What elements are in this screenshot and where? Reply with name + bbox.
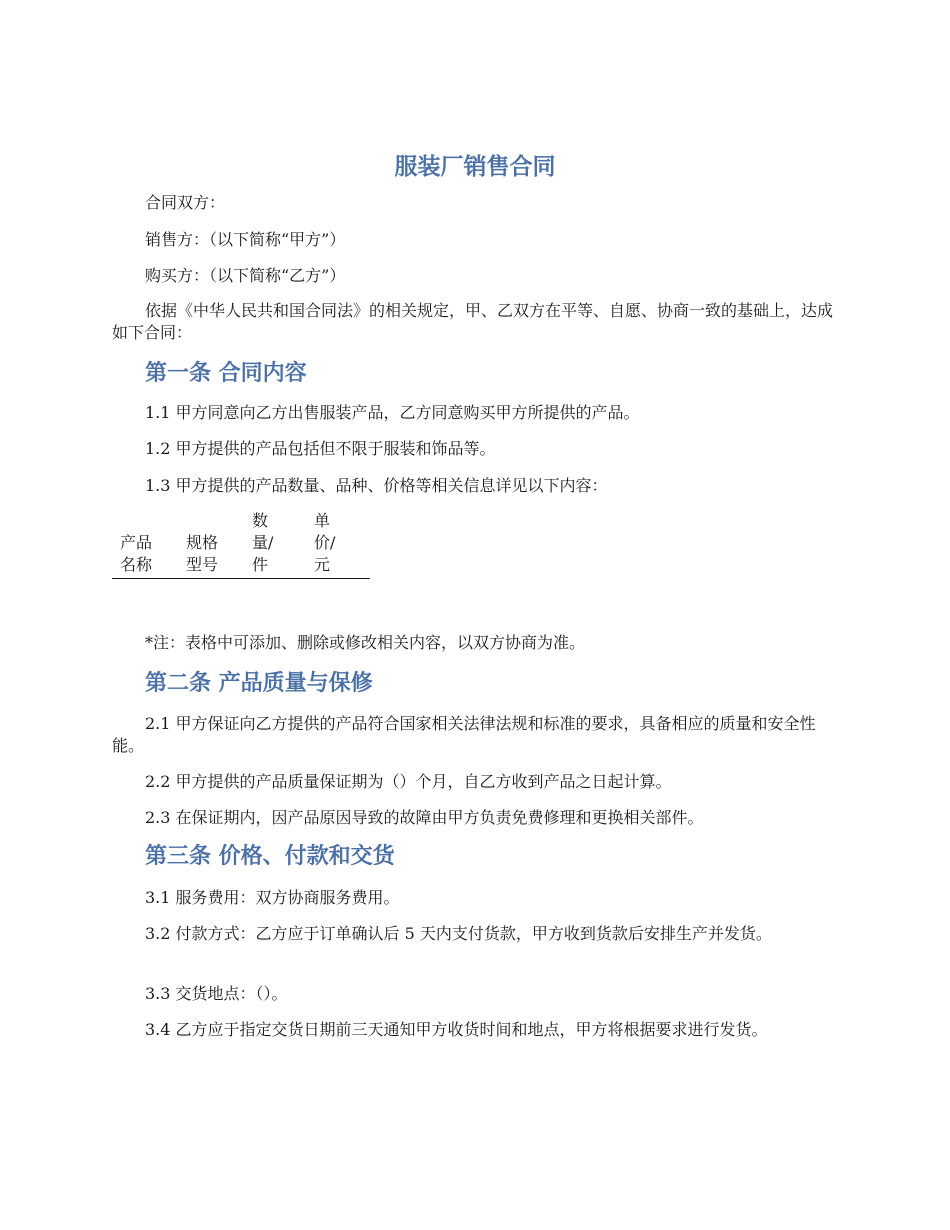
header-spec-model: 规格型号 (178, 510, 244, 579)
buyer-line: 购买方：（以下简称“乙方”） (145, 266, 346, 285)
article3-clause-3: 3.3 交货地点：（）。 (145, 984, 288, 1003)
product-table-header-row (112, 510, 370, 579)
article2-clause-3: 2.3 在保证期内，因产品原因导致的故障由甲方负责免费修理和更换相关部件。 (145, 808, 704, 827)
article2-clause-1: 2.1 甲方保证向乙方提供的产品符合国家相关法律法规和标准的要求，具备相应的质量和安全性能。 (112, 714, 816, 755)
article2-clause-2: 2.2 甲方提供的产品质量保证期为（）个月，自乙方收到产品之日起计算。 (145, 772, 672, 791)
article3-clause-2: 3.2 付款方式：乙方应于订单确认后 5 天内支付货款，甲方收到货款后安排生产并发货。 (145, 924, 772, 943)
article3-clause-4: 3.4 乙方应于指定交货日期前三天通知甲方收货时间和地点，甲方将根据要求进行发货。 (145, 1020, 768, 1039)
document-body (112, 0, 834, 1230)
article1-clause-3: 1.3 甲方提供的产品数量、品种、价格等相关信息详见以下内容： (145, 476, 608, 495)
basis-paragraph: 依据《中华人民共和国合同法》的相关规定，甲、乙双方在平等、自愿、协商一致的基础上，达成如下合同： (112, 301, 834, 342)
article1-clause-2: 1.2 甲方提供的产品包括但不限于服装和饰品等。 (145, 439, 496, 458)
header-product-name: 产品名称 (112, 510, 178, 579)
article2-heading: 第二条 产品质量与保修 (145, 671, 373, 696)
article3-heading: 第三条 价格、付款和交货 (145, 844, 395, 869)
header-quantity: 数量/件 (244, 510, 306, 579)
product-table (112, 510, 370, 579)
header-unit-price: 单价/元 (306, 510, 370, 579)
article1-heading: 第一条 合同内容 (145, 361, 307, 386)
article3-clause-1: 3.1 服务费用：双方协商服务费用。 (145, 888, 400, 907)
seller-line: 销售方：（以下简称“甲方”） (145, 230, 346, 249)
parties-label: 合同双方： (145, 193, 226, 212)
article1-clause-1: 1.1 甲方同意向乙方出售服装产品，乙方同意购买甲方所提供的产品。 (145, 403, 640, 422)
table-note: *注：表格中可添加、删除或修改相关内容，以双方协商为准。 (145, 633, 586, 652)
document-title: 服装厂销售合同 (394, 154, 556, 180)
